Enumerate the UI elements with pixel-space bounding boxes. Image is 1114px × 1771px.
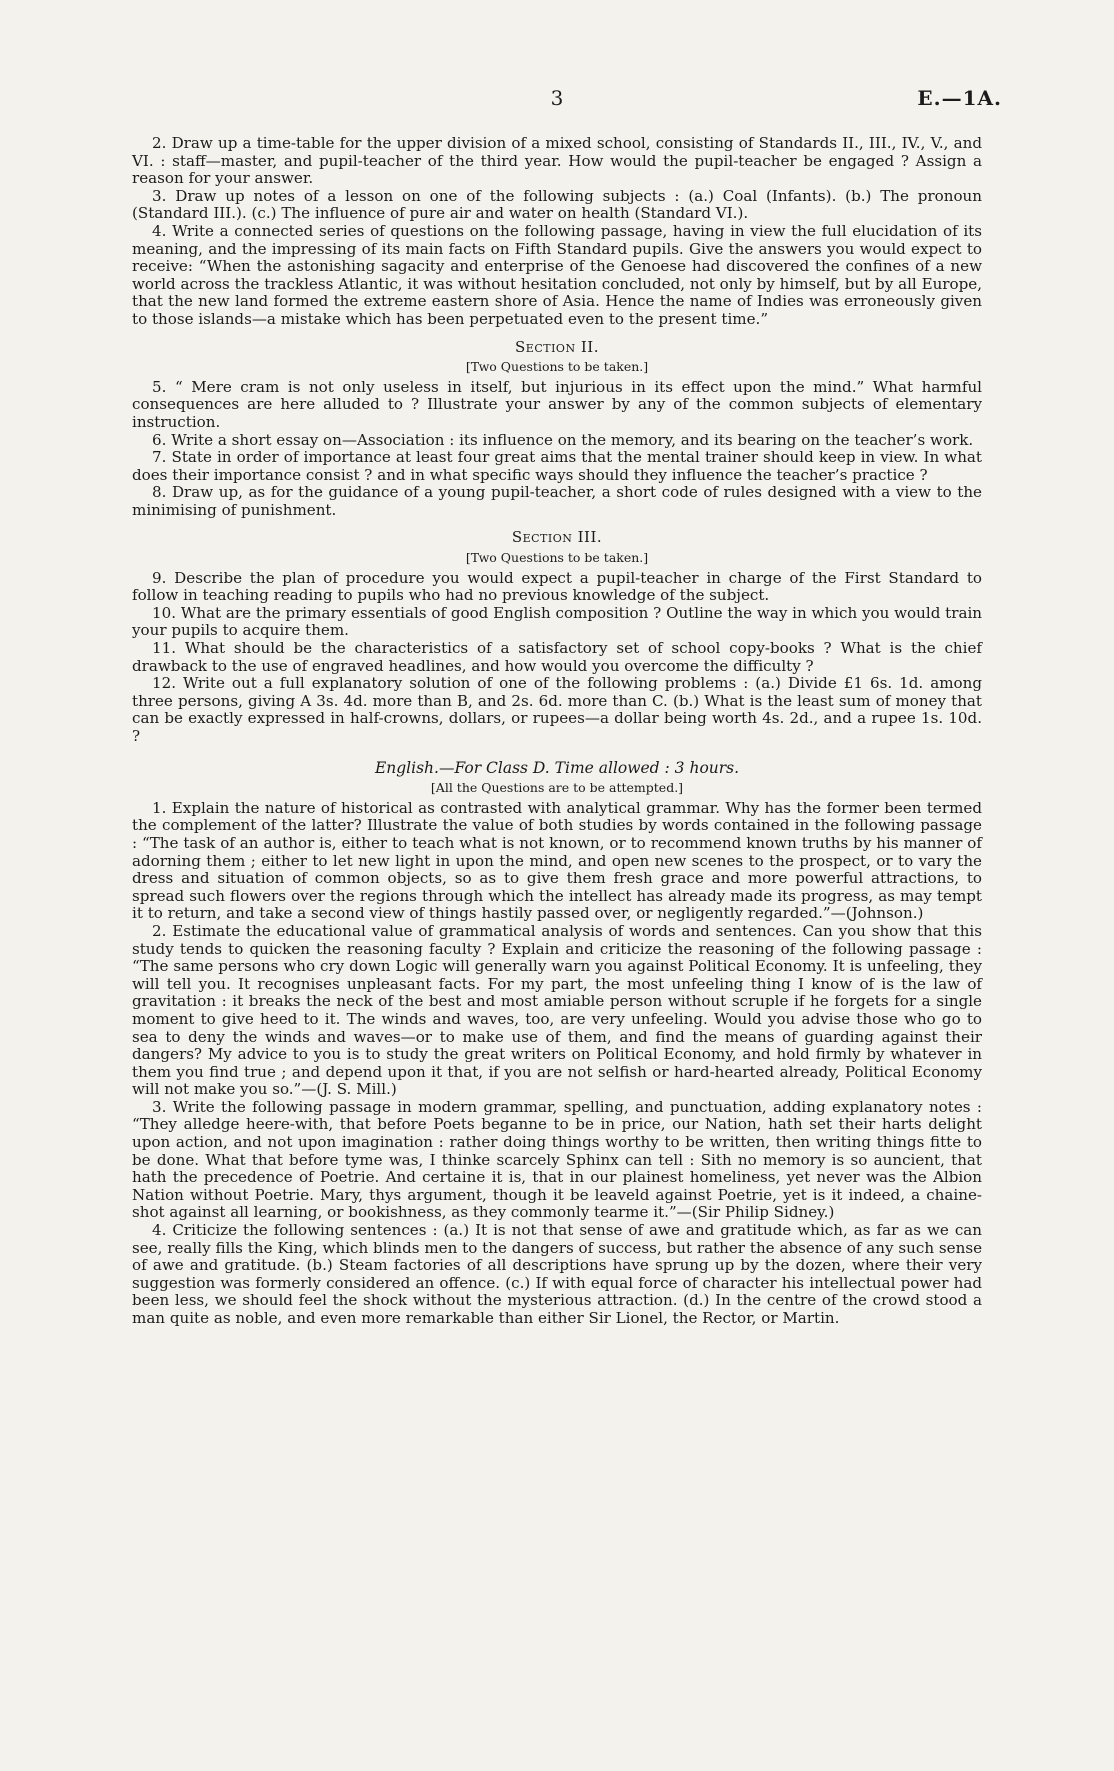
english-question-3: 3. Write the following passage in modern grammar, spelling, and punctuation, adding explanatory notes : “They alledge heere-with, that before Poets beganne to be in price, our Nation, hath set their harts delight upon action, and not upon imagination : rather doing things worthy to be written, then writing things fitte to be done. What that before tyme was, I thinke scarcely Sphinx can tell : Sith no memory is so auncient, that hath the precedence of Poetrie. And certaine it is, that in our plainest homeliness, yet never was the Albion Nation without Poetrie. Mary, thys argument, though it be leaveld against Poetrie, yet is it indeed, a chaine-shot against all learning, or bookishness, as they commonly tearme it.”—(Sir Philip Sidney.)	[132, 1097, 982, 1222]
question-12: 12. Write out a full explanatory solution of one of the following problems : (a.) Divide £1 6s. 1d. among three persons, giving A 3s. 4d. more than B, and 2s. 6d. more than C. (b.) What is the least sum of money that can be exactly expressed in half-crowns, dollars, or rupees—a dollar being worth 4s. 2d., and a rupee 1s. 10d. ?	[132, 674, 982, 745]
english-question-4: 4. Criticize the following sentences : (a.) It is not that sense of awe and gratitude which, as far as we can see, really fills the King, which blinds men to the dangers of success, but rather the absence of any such sense of awe and gratitude. (b.) Steam factories of all descriptions have sprung up by the dozen, where their very suggestion was formerly considered an offence. (c.) If with equal force of character his intellectual power had been less, we should feel the shock without the mysterious attraction. (d.) In the centre of the crowd stood a man quite as noble, and even more remarkable than either Sir Lionel, the Rector, or Martin.	[132, 1221, 982, 1327]
question-2: 2. Draw up a time-table for the upper division of a mixed school, consisting of Standards II., III., IV., V., and VI. : staff—master, and pupil-teacher of the third year. How would the pupil-teacher be engaged ? Assign a reason for your answer.	[132, 134, 982, 188]
question-5: 5. “ Mere cram is not only useless in itself, but injurious in its effect upon the mind.” What harmful consequences are here alluded to ? Illustrate your answer by any of the common subjects of elementary instruction.	[132, 377, 982, 431]
question-7: 7. State in order of importance at least four great aims that the mental trainer should keep in view. In what does their importance consist ? and in what specific ways should they influence the teacher’s practice ?	[132, 448, 982, 484]
document-body	[132, 135, 982, 1328]
question-11: 11. What should be the characteristics of a satisfactory set of school copy-books ? What is the chief drawback to the use of engraved headlines, and how would you overcome the difficulty ?	[132, 639, 982, 675]
section-3-instruction: [Two Questions to be taken.]	[465, 550, 649, 566]
question-9: 9. Describe the plan of procedure you would expect a pupil-teacher in charge of the First Standard to follow in teaching reading to pupils who had no previous knowledge of the subject.	[132, 568, 982, 605]
question-8: 8. Draw up, as for the guidance of a young pupil-teacher, a short code of rules designed with a view to the minimising of punishment.	[132, 483, 982, 519]
question-3: 3. Draw up notes of a lesson on one of the following subjects : (a.) Coal (Infants). (b.) The pronoun (Standard III.). (c.) The influence of pure air and water on health (Standard VI.).	[132, 186, 982, 223]
section-2-instruction: [Two Questions to be taken.]	[465, 359, 649, 375]
page-header	[112, 86, 1002, 116]
document-reference: E.—1A.	[917, 86, 1002, 110]
english-question-1: 1. Explain the nature of historical as contrasted with analytical grammar. Why has the former been termed the complement of the latter? Illustrate the value of both studies by words contained in the following passage : “The task of an author is, either to teach what is not known, or to recommend known truths by his manner of adorning them ; either to let new light in upon the mind, and open new scenes to the prospect, or to vary the dress and situation of common objects, so as to give them fresh grace and more powerful attractions, to spread such flowers over the regions through which the intellect has already made its progress, as may tempt it to return, and take a second view of things hastily passed over, or negligently regarded.”—(Johnson.)	[132, 798, 982, 923]
english-instruction: [All the Questions are to be attempted.]	[430, 780, 684, 796]
question-4: 4. Write a connected series of questions on the following passage, having in view the full elucidation of its meaning, and the impressing of its main facts on Fifth Standard pupils. Give the answers you would expect to receive: “When the astonishing sagacity and enterprise of the Genoese had discovered the confines of a new world across the trackless Atlantic, it was without hesitation concluded, not only by himself, but by all Europe, that the new land formed the extreme eastern shore of Asia. Hence the name of Indies was erroneously given to those islands—a mistake which has been perpetuated even to the present time.”	[132, 221, 982, 328]
english-heading: English.—For Class D. Time allowed : 3 hours.	[374, 758, 740, 777]
section-3-heading: Section III.	[511, 528, 603, 547]
english-question-2: 2. Estimate the educational value of grammatical analysis of words and sentences. Can you show that this study tends to quicken the reasoning faculty ? Explain and criticize the reasoning of the following passage : “The same persons who cry down Logic will generally warn you against Political Economy. It is unfeeling, they will tell you. It recognises unpleasant facts. For my part, the most unfeeling thing I know of is the law of gravitation : it breaks the neck of the best and most amiable person without scruple if he forgets for a single moment to give heed to it. The winds and waves, too, are very unfeeling. Would you advise those who go to sea to deny the winds and waves—or to make use of them, and find the means of guarding against their dangers? My advice to you is to study the great writers on Political Economy, and hold firmly by whatever in them you find true ; and depend upon it that, if you are not selfish or hard-hearted already, Political Economy will not make you so.”—(J. S. Mill.)	[132, 921, 982, 1099]
question-10: 10. What are the primary essentials of good English composition ? Outline the way in which you would train your pupils to acquire them.	[132, 603, 982, 640]
question-6: 6. Write a short essay on—Association : its influence on the memory, and its bearing on the teacher’s work.	[152, 430, 974, 449]
page-number: 3	[550, 86, 564, 110]
section-2-heading: Section II.	[515, 337, 599, 356]
